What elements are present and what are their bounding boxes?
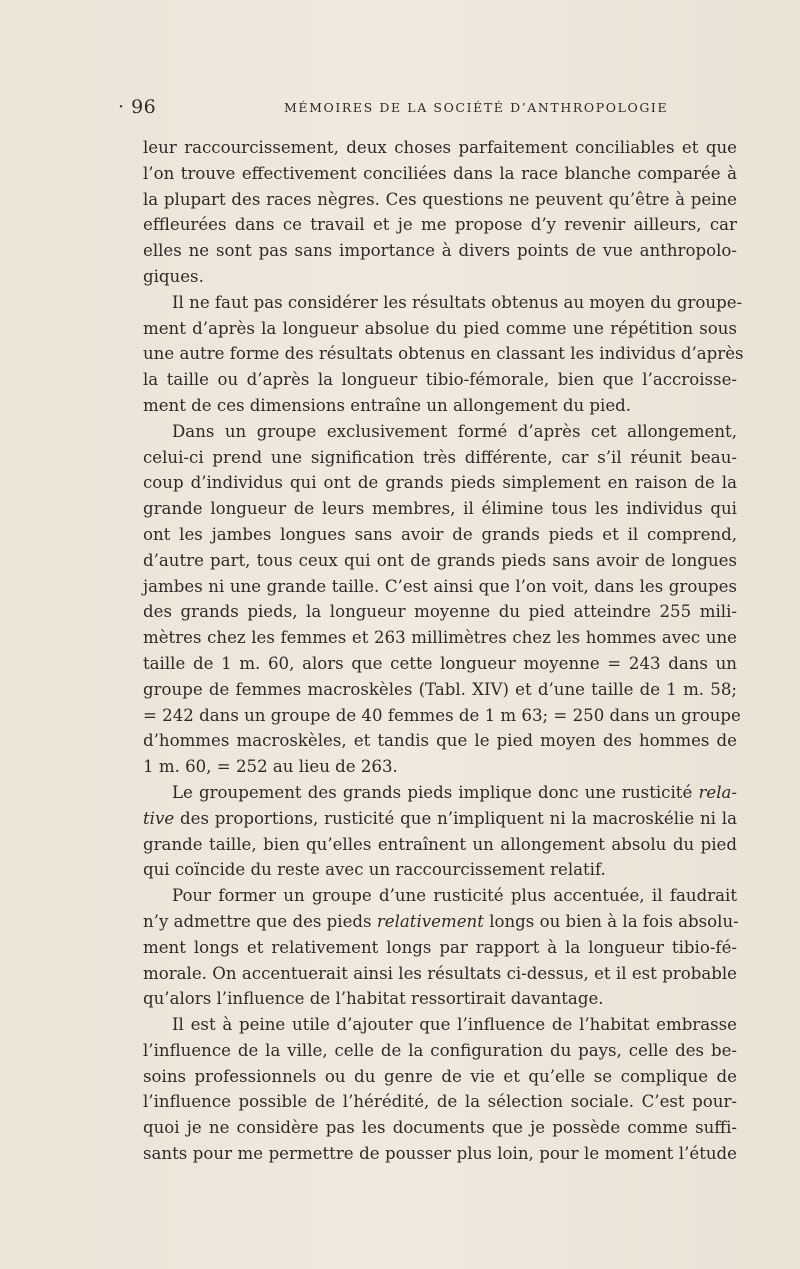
paragraph	[143, 883, 737, 1012]
text-line: la plupart des races nègres. Ces questions ne peuvent qu’être à peine	[143, 189, 737, 209]
paragraph	[143, 290, 744, 419]
text-line: soins professionnels ou du genre de vie et qu’elle se complique de	[143, 1066, 737, 1086]
paragraph	[143, 419, 741, 780]
text-line: mètres chez les femmes et 263 millimètres chez les hommes avec une	[143, 628, 737, 648]
text-line: = 242 dans un groupe de 40 femmes de 1 m 63; = 250 dans un groupe	[143, 705, 741, 725]
text-line: leur raccourcissement, deux choses parfaitement conciliables et que	[143, 138, 737, 157]
text-line: taille de 1 m. 60, alors que cette longueur moyenne = 243 dans un	[143, 653, 737, 673]
italic-word: tive	[143, 808, 175, 828]
text-line: groupe de femmes macroskèles (Tabl. XIV) et d’une taille de 1 m. 58;	[143, 679, 737, 699]
text-line: 1 m. 60, = 252 au lieu de 263.	[143, 757, 398, 777]
text-line: ment d’après la longueur absolue du pied comme une répétition sous	[143, 318, 737, 338]
text-line: grande taille, bien qu’elles entraînent un allongement absolu du pied	[143, 834, 737, 854]
paragraph	[143, 135, 737, 290]
text-line: la taille ou d’après la longueur tibio-fémorale, bien que l’accroisse-	[143, 370, 737, 390]
text-line: Pour former un groupe d’une rusticité plus accentuée, il faudrait	[172, 886, 737, 906]
text-line: d’autre part, tous ceux qui ont de grands pieds sans avoir de longues	[143, 550, 737, 570]
text-line: grande longueur de leurs membres, il élimine tous les individus qui	[143, 499, 737, 519]
text-line: Dans un groupe exclusivement formé d’après cet allongement,	[172, 421, 737, 441]
text-line	[143, 806, 737, 832]
text-line: une autre forme des résultats obtenus en classant les individus d’après	[143, 344, 744, 364]
text-fragment: des proportions, rusticité que n’impliquent ni la macroskélie ni la	[180, 808, 737, 828]
page-header	[118, 96, 738, 118]
text-line: Il est à peine utile d’ajouter que l’influence de l’habitat embrasse	[172, 1015, 737, 1035]
text-line: l’on trouve effectivement conciliées dans la race blanche comparée à	[143, 163, 737, 183]
text-line: qui coïncide du reste avec un raccourcissement relatif.	[143, 860, 606, 880]
text-line: sants pour me permettre de pousser plus loin, pour le moment l’étude	[143, 1144, 737, 1164]
text-line: ment de ces dimensions entraîne un allongement du pied.	[143, 395, 632, 415]
paragraph	[143, 780, 737, 883]
italic-word: rela-	[698, 782, 737, 802]
text-line	[143, 780, 737, 806]
italic-word: relativement	[376, 911, 484, 931]
text-line: ont les jambes longues sans avoir de grands pieds et il comprend,	[143, 524, 737, 544]
text-line: morale. On accentuerait ainsi les résultats ci-dessus, et il est probable	[143, 963, 737, 983]
page-number: · 96	[118, 96, 157, 118]
text-line: jambes ni une grande taille. C’est ainsi que l’on voit, dans les groupes	[143, 576, 737, 596]
text-line: des grands pieds, la longueur moyenne du pied atteindre 255 mili-	[143, 602, 737, 622]
text-fragment: Le groupement des grands pieds implique donc une rusticité	[172, 782, 693, 802]
body-text	[143, 135, 744, 1167]
text-line: giques.	[143, 266, 204, 286]
text-line: coup d’individus qui ont de grands pieds simplement en raison de la	[143, 473, 737, 493]
paragraph	[143, 1012, 737, 1167]
text-line: d’hommes macroskèles, et tandis que le pied moyen des hommes de	[143, 731, 737, 751]
text-line: ment longs et relativement longs par rapport à la longueur tibio-fé-	[143, 937, 737, 957]
running-title: MÉMOIRES DE LA SOCIÉTÉ D’ANTHROPOLOGIE	[284, 100, 669, 115]
text-line: l’influence possible de l’hérédité, de la sélection sociale. C’est pour-	[143, 1092, 737, 1112]
text-line: Il ne faut pas considérer les résultats obtenus au moyen du groupe-	[172, 292, 743, 312]
text-fragment: n’y admettre que des pieds	[143, 911, 372, 931]
text-line: qu’alors l’influence de l’habitat ressortirait davantage.	[143, 989, 604, 1009]
text-line: l’influence de la ville, celle de la configuration du pays, celle des be-	[143, 1040, 737, 1060]
text-line: effleurées dans ce travail et je me propose d’y revenir ailleurs, car	[143, 215, 737, 235]
text-line: quoi je ne considère pas les documents que je possède comme suffi-	[143, 1118, 737, 1138]
text-fragment: longs ou bien à la fois absolu-	[489, 911, 739, 931]
text-line	[143, 909, 737, 935]
text-line: celui-ci prend une signification très différente, car s’il réunit beau-	[143, 447, 737, 467]
text-line: elles ne sont pas sans importance à divers points de vue anthropolo-	[143, 241, 737, 261]
